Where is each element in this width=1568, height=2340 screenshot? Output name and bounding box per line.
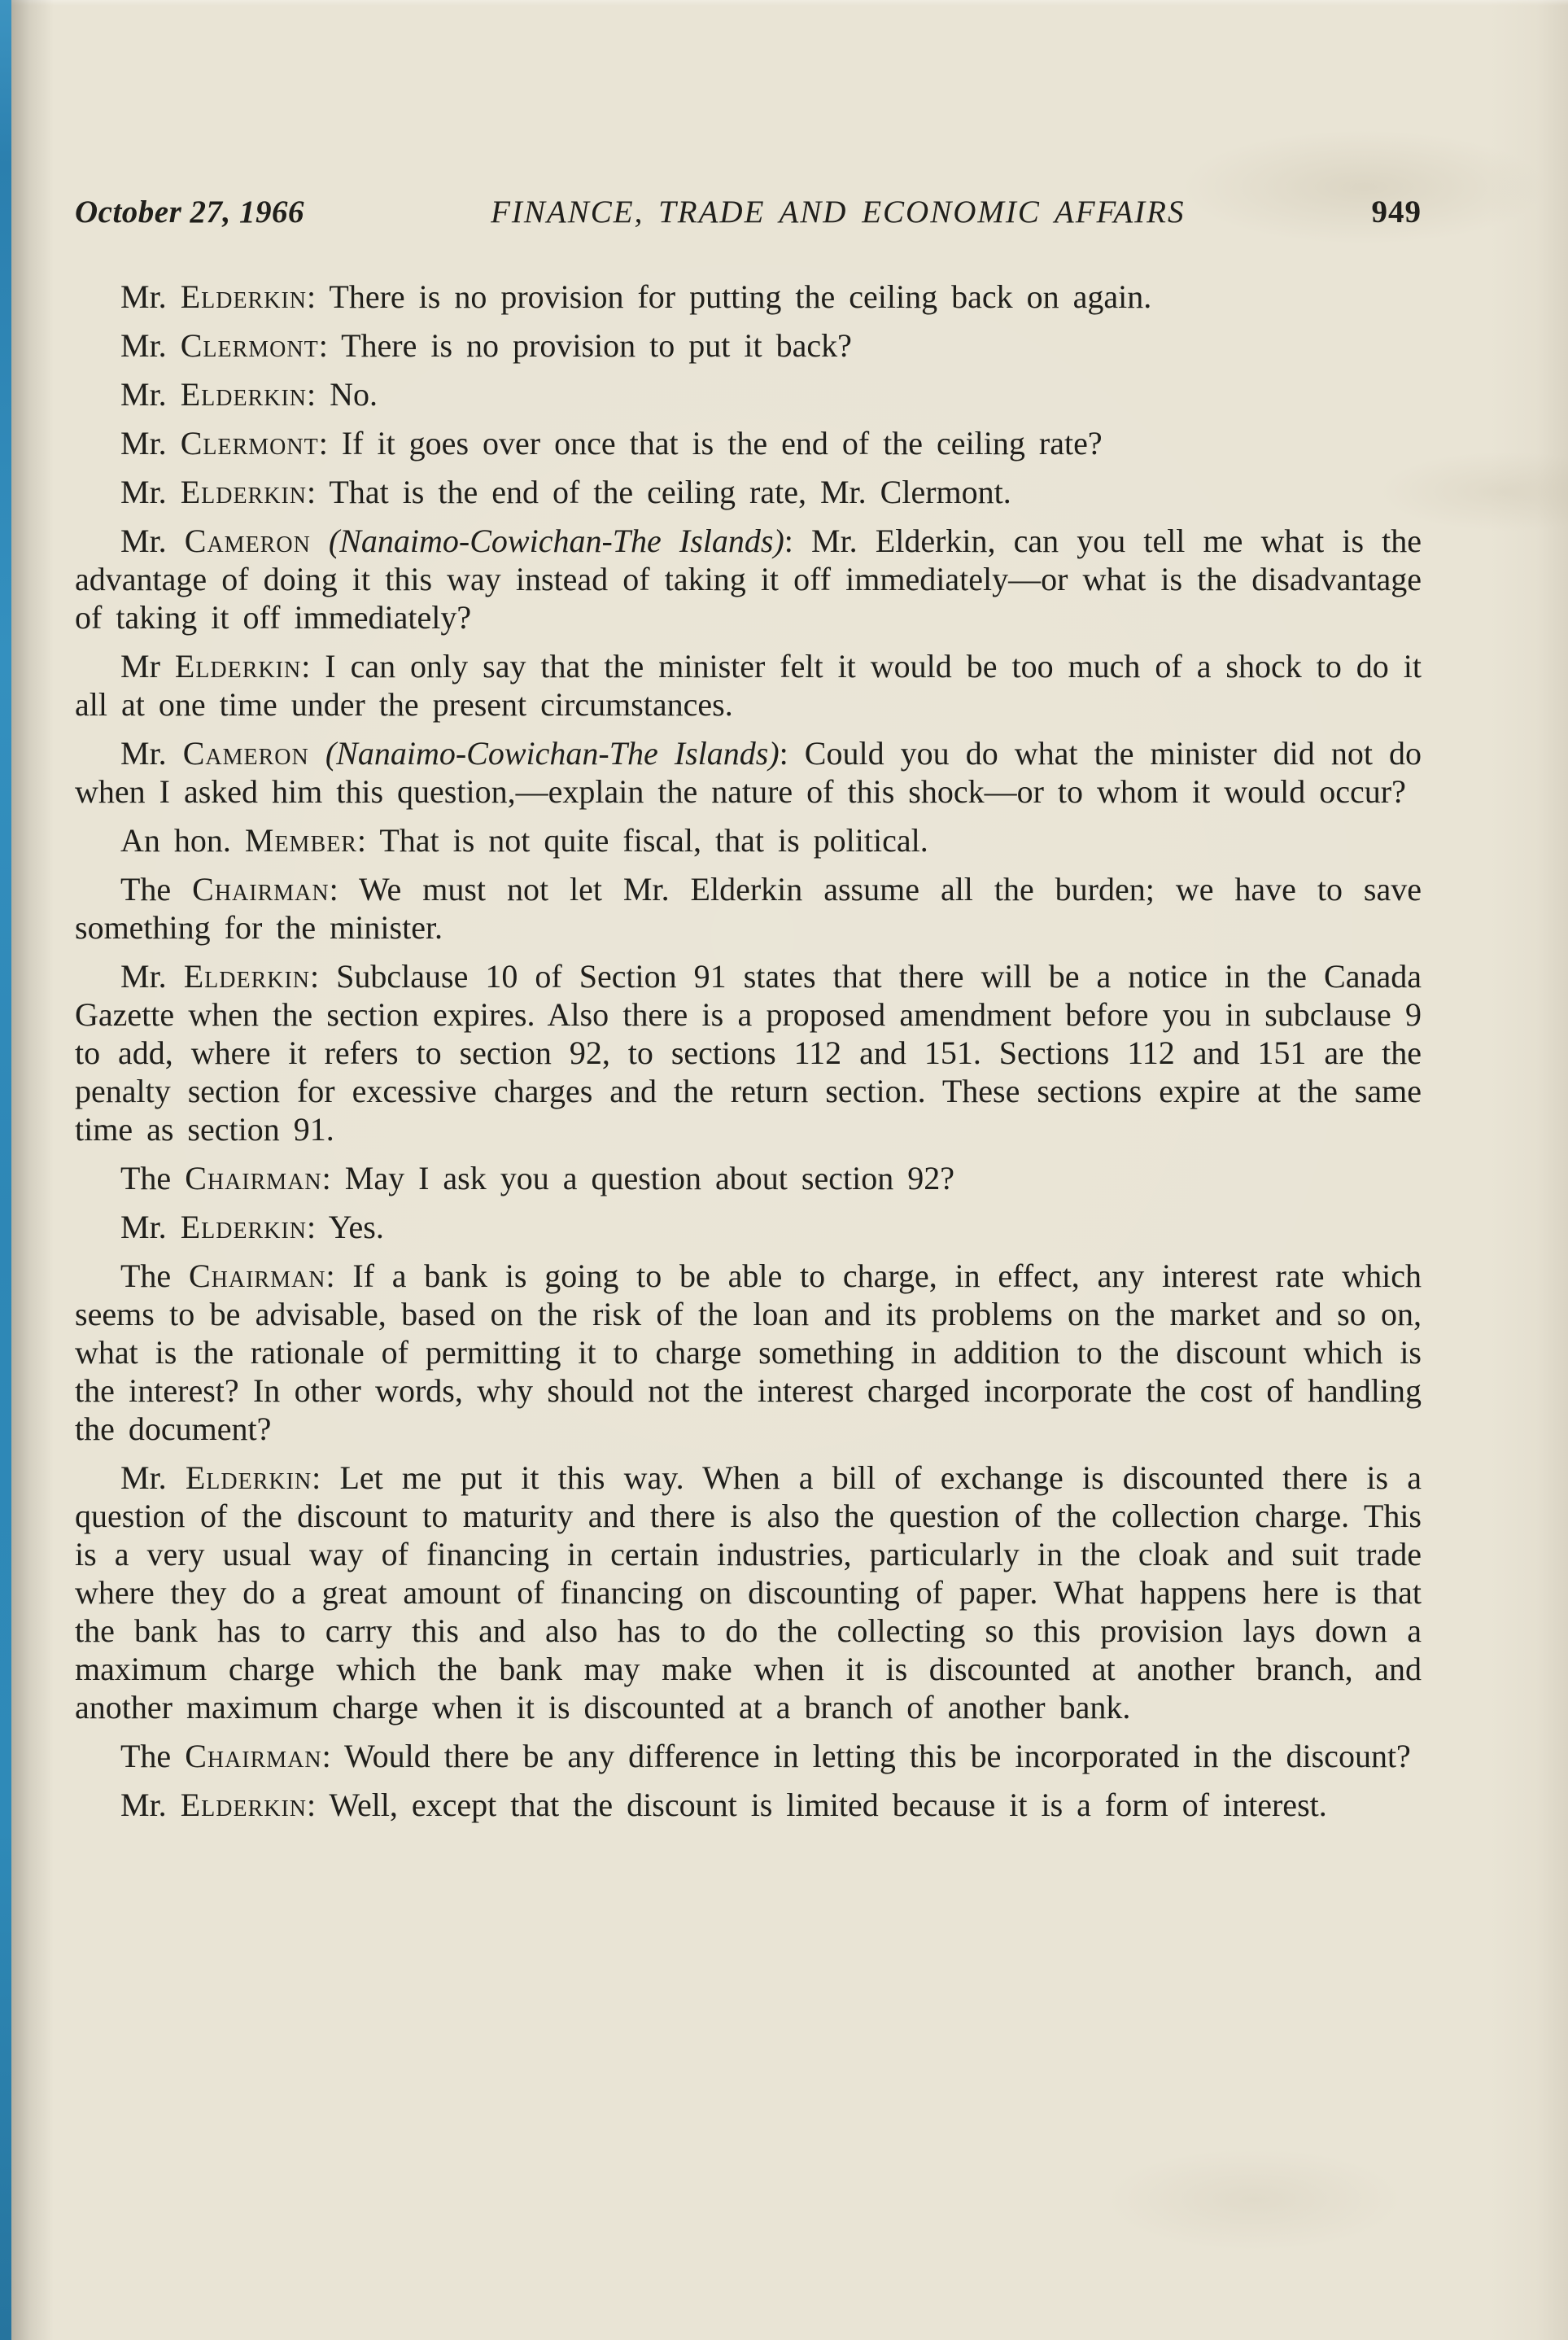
speech-text: : I can only say that the minister felt it would be too much of a shock to do it all at one time under the present circumstances. — [75, 648, 1422, 723]
transcript-paragraph — [75, 1257, 1422, 1448]
speaker-name: Elderkin — [180, 278, 307, 315]
header-title: FINANCE, TRADE AND ECONOMIC AFFAIRS — [491, 195, 1186, 230]
speech-text: : Mr. Elderkin, can you tell me what is the advantage of doing it this way instead of taking it off immediately—or what is the disadvantage of taking it off immediately? — [75, 523, 1422, 636]
speaker-name: Elderkin — [183, 958, 311, 995]
transcript-paragraph — [75, 375, 1422, 413]
speaker-name: Elderkin — [185, 1459, 312, 1496]
speech-text: Mr. — [120, 278, 181, 315]
speaker-name: Cameron — [182, 735, 309, 772]
speech-text: : Let me put it this way. When a bill of exchange is discounted there is a question of the discount to maturity and there is also the question of the collection charge. This is a very usual way of financing in certain industries, particularly in the cloak and suit trade where they do a great amount of financing on discounting of paper. What happens here is that the bank has to carry this and also has to do the collecting so this provision lays down a maximum charge which the bank may make when it is discounted at another branch, and another maximum charge when it is discounted at a branch of another bank. — [75, 1459, 1422, 1725]
transcript-paragraph — [75, 424, 1422, 462]
speech-text: : If a bank is going to be able to charge, in effect, any interest rate which seems to be advisable, based on the risk of the loan and its problems on the market and so on, what is the rationale of permitting it to charge something in addition to the discount which is the interest? In other words, why should not the interest charged incorporate the cost of handling the document? — [75, 1257, 1422, 1447]
speaker-name: Elderkin — [180, 1787, 307, 1823]
speech-text: Mr. — [120, 425, 181, 461]
transcript-paragraph — [75, 326, 1422, 365]
speaker-name: Member — [244, 822, 357, 859]
page-top-edge — [0, 0, 1568, 6]
page-number: 949 — [1371, 195, 1422, 230]
speaker-name: Elderkin — [180, 474, 307, 510]
header-date: October 27, 1966 — [75, 195, 305, 230]
speech-text: Mr — [120, 648, 175, 685]
speech-text: : There is no provision to put it back? — [318, 327, 852, 364]
speech-text: The — [120, 871, 193, 908]
transcript-paragraph — [75, 522, 1422, 636]
speech-text: An hon. — [120, 822, 245, 859]
transcript-paragraph — [75, 1786, 1422, 1824]
speech-text: : Subclause 10 of Section 91 states that there will be a notice in the Canada Gazette when the section expires. Also there is a proposed amendment before you in subclause 9 to add, where it refers to section 92, to sections 112 and 151. Sections 112 and 151 are the penalty section for excessive charges and the return section. These sections expire at the same time as section 91. — [75, 958, 1422, 1148]
speech-text: Mr. — [120, 735, 183, 772]
speaker-name: Chairman — [192, 871, 330, 908]
constituency: (Nanaimo-Cowichan-The Islands) — [328, 523, 784, 559]
speech-text: : That is the end of the ceiling rate, Mr. Clermont. — [307, 474, 1011, 510]
speech-text — [309, 735, 325, 772]
speech-text: Mr. — [120, 1209, 181, 1245]
transcript — [75, 278, 1422, 1824]
transcript-paragraph — [75, 957, 1422, 1148]
transcript-paragraph — [75, 870, 1422, 947]
speech-text: : We must not let Mr. Elderkin assume all the burden; we have to save something for the minister. — [75, 871, 1422, 946]
speech-text: : Yes. — [307, 1209, 384, 1245]
speaker-name: Elderkin — [180, 376, 307, 413]
speaker-name: Cameron — [184, 523, 311, 559]
speech-text: Mr. — [120, 474, 181, 510]
speaker-name: Chairman — [185, 1160, 322, 1196]
speech-text: The — [120, 1257, 189, 1294]
speech-text: : Could you do what the minister did not do when I asked him this question,—explain the nature of this shock—or to whom it would occur? — [75, 735, 1422, 810]
transcript-paragraph — [75, 734, 1422, 811]
speech-text: : There is no provision for putting the ceiling back on again. — [307, 278, 1152, 315]
speech-text: Mr. — [120, 376, 181, 413]
speech-text: : Would there be any difference in letting this be incorporated in the discount? — [321, 1738, 1411, 1774]
transcript-paragraph — [75, 1159, 1422, 1197]
speech-text: Mr. — [120, 523, 185, 559]
speaker-name: Chairman — [188, 1257, 326, 1294]
speech-text: The — [120, 1738, 186, 1774]
transcript-paragraph — [75, 1737, 1422, 1775]
binding-shadow — [11, 0, 54, 2340]
speech-text — [311, 523, 329, 559]
speaker-name: Clermont — [180, 327, 319, 364]
transcript-paragraph — [75, 647, 1422, 724]
speaker-name: Elderkin — [180, 1209, 307, 1245]
transcript-paragraph — [75, 1459, 1422, 1726]
book-spine-edge — [0, 0, 11, 2340]
speech-text: : Well, except that the discount is limited because it is a form of interest. — [307, 1787, 1327, 1823]
speaker-name: Elderkin — [174, 648, 302, 685]
speech-text: : If it goes over once that is the end of the ceiling rate? — [318, 425, 1103, 461]
page-content — [75, 194, 1422, 1835]
running-header — [75, 194, 1422, 230]
speech-text: The — [120, 1160, 186, 1196]
speech-text: Mr. — [120, 327, 181, 364]
speech-text: : That is not quite fiscal, that is political. — [356, 822, 928, 859]
transcript-paragraph — [75, 473, 1422, 511]
speaker-name: Chairman — [185, 1738, 322, 1774]
transcript-paragraph — [75, 821, 1422, 859]
speech-text: Mr. — [120, 1787, 181, 1823]
transcript-paragraph — [75, 278, 1422, 316]
speech-text: Mr. — [120, 958, 184, 995]
transcript-paragraph — [75, 1208, 1422, 1246]
speaker-name: Clermont — [180, 425, 319, 461]
constituency: (Nanaimo-Cowichan-The Islands) — [325, 735, 780, 772]
speech-text: : May I ask you a question about section 92? — [321, 1160, 954, 1196]
speech-text: : No. — [307, 376, 378, 413]
speech-text: Mr. — [120, 1459, 186, 1496]
